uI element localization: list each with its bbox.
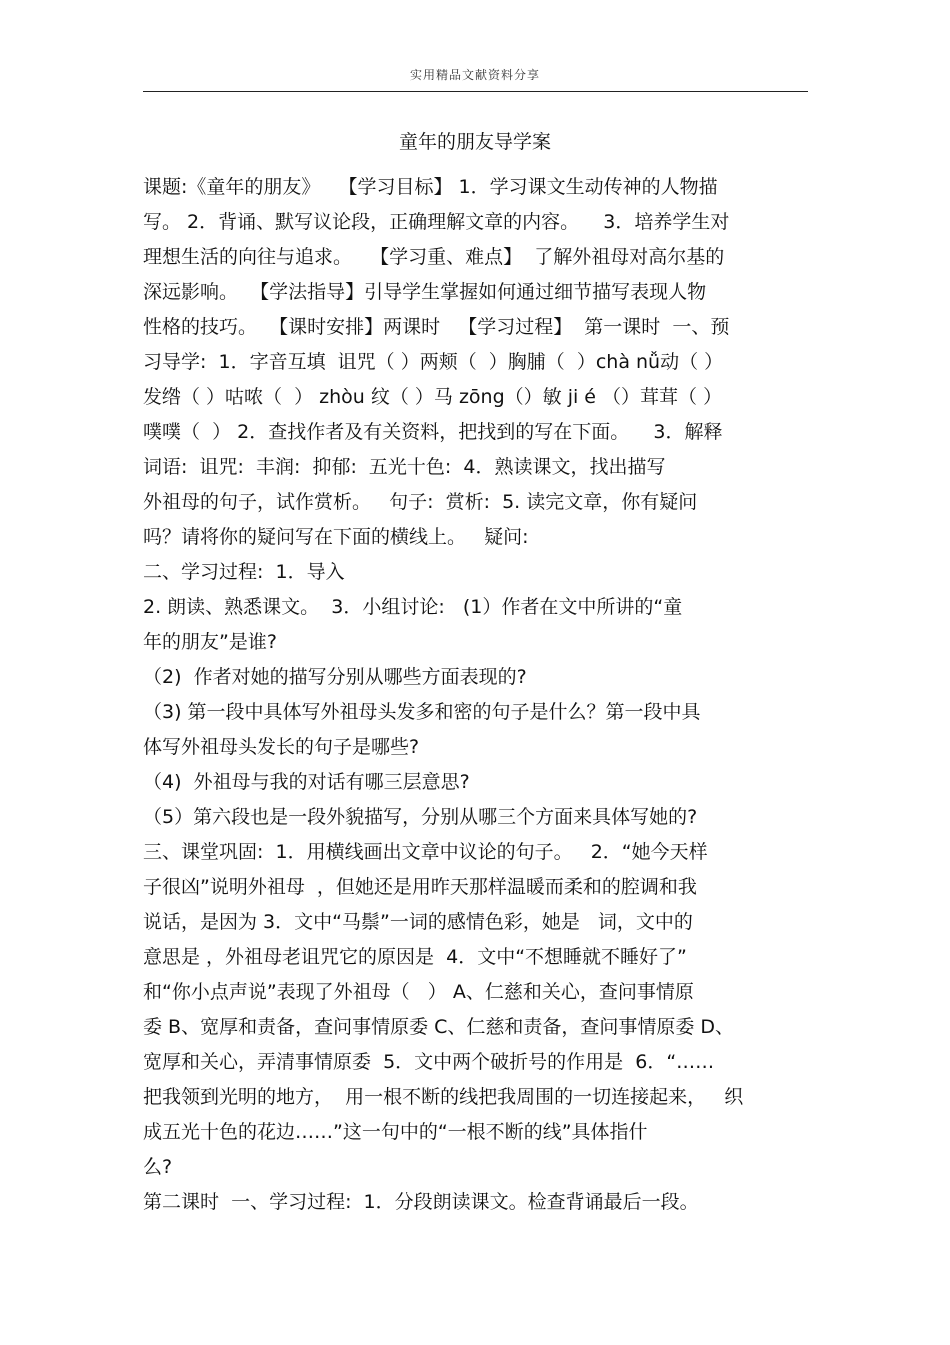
- body-line: 成五光十色的花边……”这一句中的“一根不断的线”具体指什: [143, 1121, 648, 1143]
- body-line: （2) 作者对她的描写分别从哪些方面表现的?: [143, 666, 527, 688]
- document-body: [143, 170, 813, 1220]
- page-header-text: 实用精品文献资料分享: [409, 68, 540, 82]
- body-line: 体写外祖母头发长的句子是哪些?: [143, 736, 420, 758]
- body-line: 子很凶”说明外祖母 ，但她还是用昨天那样温暖而柔和的腔调和我: [143, 876, 697, 898]
- body-line: 习导学: 1．字音互填 诅咒（ ）两颊（ ）胸脯（ ）chà nǚ动（ ）: [143, 351, 724, 373]
- body-line: 宽厚和关心，弄清事情原委 5．文中两个破折号的作用是 6．“……: [143, 1051, 715, 1073]
- body-line: 写。 2．背诵、默写议论段，正确理解文章的内容。 3．培养学生对: [143, 211, 730, 233]
- body-line: （4) 外祖母与我的对话有哪三层意思?: [143, 771, 470, 793]
- body-line: 意思是 ，外祖母老诅咒它的原因是 4．文中“不想睡就不睡好了”: [143, 946, 687, 968]
- body-line: 吗？请将你的疑问写在下面的横线上。 疑问:: [143, 526, 529, 548]
- body-line: 三、课堂巩固: 1．用横线画出文章中议论的句子。 2．“她今天样: [143, 841, 708, 863]
- body-line: 性格的技巧。 【课时安排】两课时 【学习过程】 第一课时 一、预: [143, 316, 730, 338]
- document-title: 童年的朋友导学案: [398, 131, 551, 153]
- body-line: 第二课时 一、学习过程: 1．分段朗读课文。检查背诵最后一段。: [143, 1191, 699, 1213]
- body-line: 年的朋友”是谁?: [143, 631, 277, 653]
- body-line: （3) 第一段中具体写外祖母头发多和密的句子是什么？第一段中具: [143, 701, 701, 723]
- body-line: 外祖母的句子，试作赏析。 句子: 赏析: 5. 读完文章，你有疑问: [143, 491, 698, 513]
- body-line: 词语: 诅咒: 丰润: 抑郁: 五光十色: 4．熟读课文，找出描写: [143, 456, 666, 478]
- body-line: 发绺（ ）咕哝（ ） zhòu 纹（ ）马 zōng（）敏 ji é （）茸茸（ ）: [143, 386, 723, 408]
- header-divider: [143, 91, 808, 92]
- body-line: 委 B、宽厚和责备，查问事情原委 C、仁慈和责备，查问事情原委 D、: [143, 1016, 735, 1038]
- body-line: （5）第六段也是一段外貌描写，分别从哪三个方面来具体写她的?: [143, 806, 698, 828]
- body-line: 把我领到光明的地方， 用一根不断的线把我周围的一切连接起来， 织: [143, 1086, 744, 1108]
- body-line: 噗噗（ ） 2．查找作者及有关资料，把找到的写在下面。 3．解释: [143, 421, 723, 443]
- body-line: 理想生活的向往与追求。 【学习重、难点】 了解外祖母对高尔基的: [143, 246, 725, 268]
- body-line: 2. 朗读、熟悉课文。 3．小组讨论: (1）作者在文中所讲的“童: [143, 596, 683, 618]
- body-line: 二、学习过程: 1．导入: [143, 561, 345, 583]
- body-line: 深远影响。 【学法指导】引导学生掌握如何通过细节描写表现人物: [143, 281, 707, 303]
- body-line: 和“你小点声说”表现了外祖母（ ） A、仁慈和关心，查问事情原: [143, 981, 694, 1003]
- body-line: 说话，是因为 3．文中“马鬃”一词的感情色彩，她是 词，文中的: [143, 911, 693, 933]
- body-line: 么?: [143, 1156, 173, 1178]
- body-line: 课题:《童年的朋友》 【学习目标】 1．学习课文生动传神的人物描: [143, 176, 718, 198]
